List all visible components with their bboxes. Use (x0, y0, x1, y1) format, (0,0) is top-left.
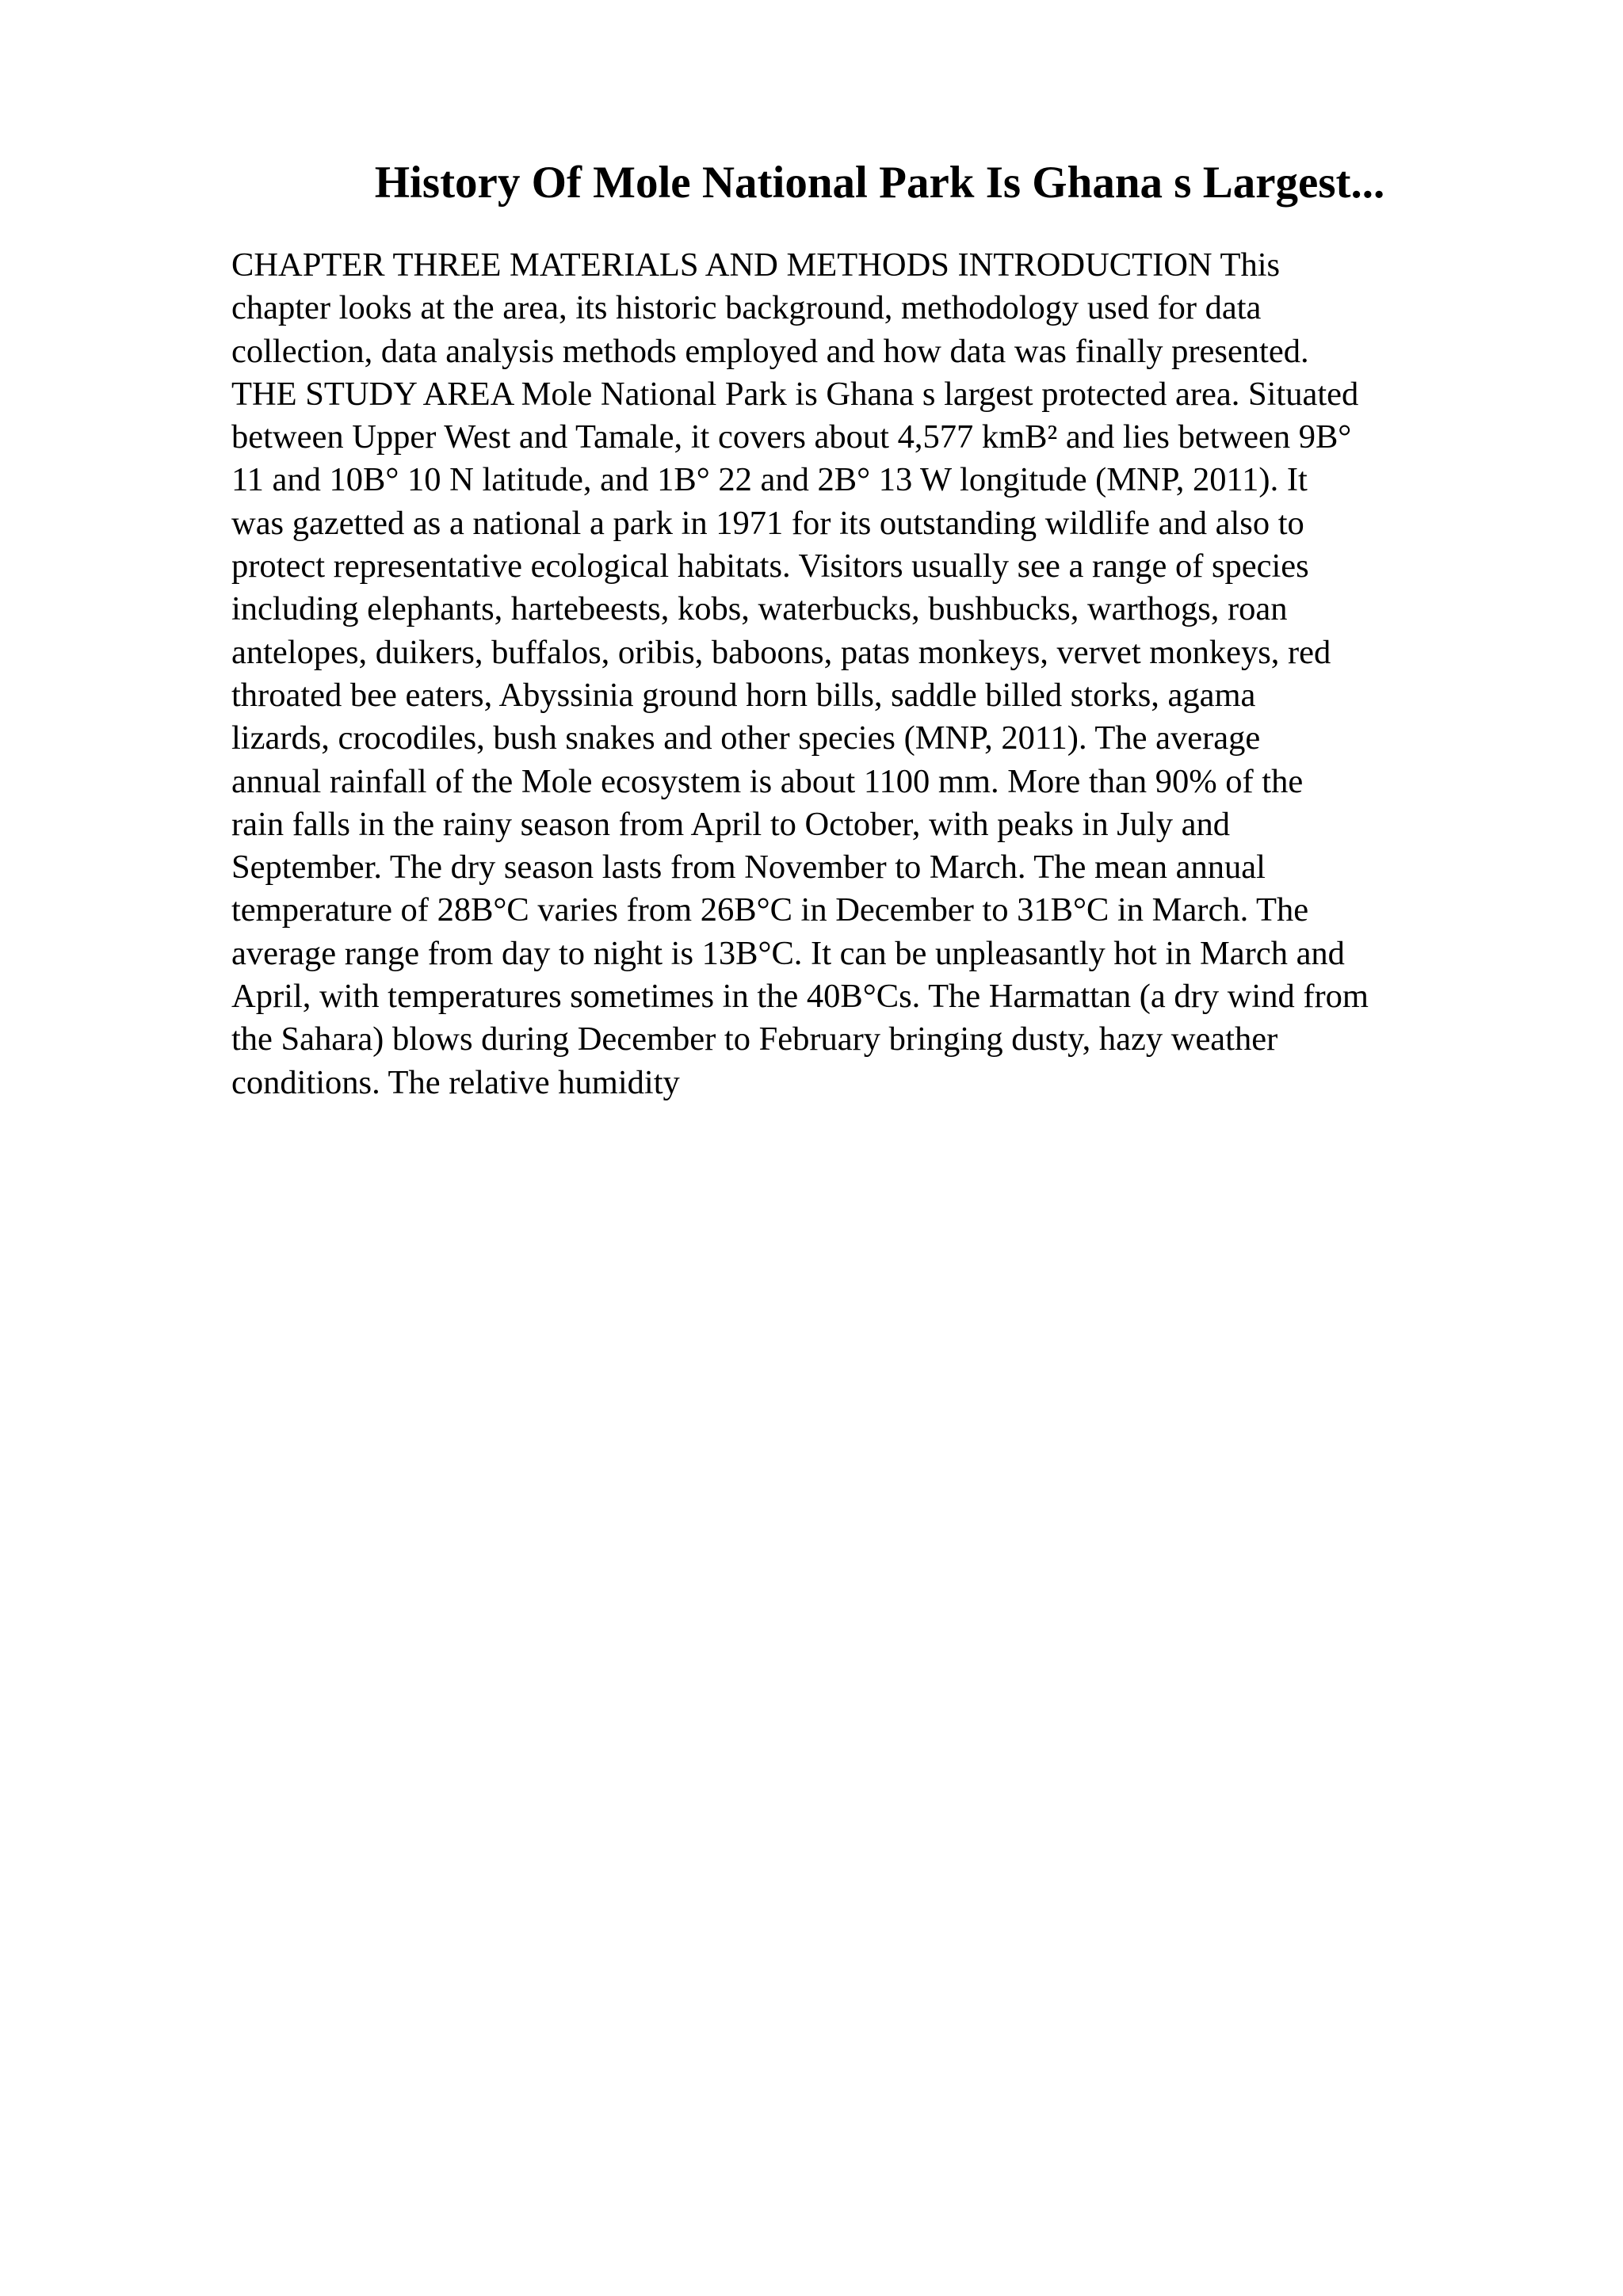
body-line: throated bee eaters, Abyssinia ground horn bills, saddle billed storks, agama (231, 676, 1256, 714)
body-line: including elephants, hartebeests, kobs, waterbucks, bushbucks, warthogs, roan (231, 590, 1288, 628)
body-line: CHAPTER THREE MATERIALS AND METHODS INTRODUCTION This (231, 246, 1281, 284)
body-line: lizards, crocodiles, bush snakes and other species (MNP, 2011). The average (231, 719, 1261, 757)
body-line: temperature of 28B°C varies from 26B°C in December to 31B°C in March. The (231, 891, 1309, 929)
body-line: annual rainfall of the Mole ecosystem is about 1100 mm. More than 90% of the (231, 762, 1304, 800)
body-line: conditions. The relative humidity (231, 1063, 680, 1101)
body-line: rain falls in the rainy season from April to October, with peaks in July and (231, 805, 1231, 843)
body-line: average range from day to night is 13B°C. It can be unpleasantly hot in March and (231, 934, 1345, 972)
body-line: chapter looks at the area, its historic background, methodology used for data (231, 289, 1262, 327)
body-line: collection, data analysis methods employed and how data was finally presented. (231, 332, 1309, 370)
body-line: September. The dry season lasts from November to March. The mean annual (231, 849, 1266, 887)
body-line: THE STUDY AREA Mole National Park is Ghana s largest protected area. Situated (231, 375, 1359, 413)
body-line: antelopes, duikers, buffalos, oribis, baboons, patas monkeys, vervet monkeys, red (231, 633, 1331, 671)
body-line: was gazetted as a national a park in 1971 for its outstanding wildlife and also to (231, 504, 1304, 542)
body-line: 11 and 10B° 10 N latitude, and 1B° 22 and 2B° 13 W longitude (MNP, 2011). It (231, 461, 1308, 499)
body-line: the Sahara) blows during December to February bringing dusty, hazy weather (231, 1020, 1278, 1058)
document-title: History Of Mole National Park Is Ghana s Largest... (374, 158, 1385, 208)
body-line: between Upper West and Tamale, it covers about 4,577 kmB² and lies between 9B° (231, 418, 1352, 456)
document-body (231, 244, 1499, 1104)
body-line: April, with temperatures sometimes in the 40B°Cs. The Harmattan (a dry wind from (231, 978, 1369, 1016)
body-line: protect representative ecological habitats. Visitors usually see a range of species (231, 547, 1309, 585)
